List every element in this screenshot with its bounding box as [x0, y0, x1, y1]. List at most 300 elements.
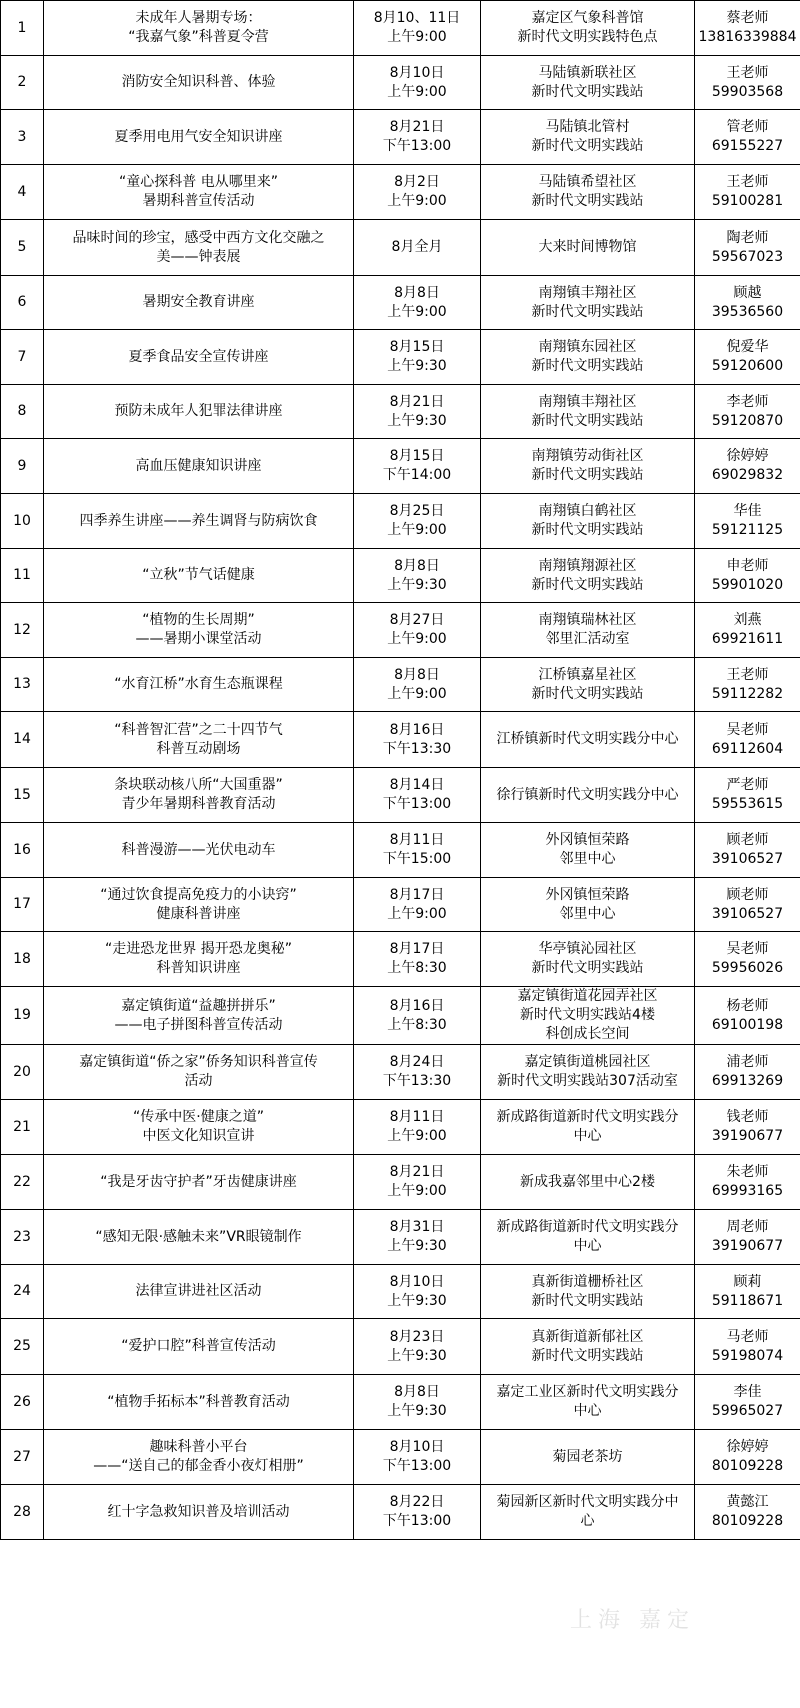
venue-line: 科创成长空间 [545, 1026, 630, 1042]
contact-line: 69993165 [711, 1183, 784, 1199]
time-cell [354, 1045, 481, 1100]
time-cell [354, 1, 481, 56]
time-line: 上午9:00 [387, 1128, 447, 1144]
time-line: 下午14:00 [382, 467, 452, 483]
venue-line: 外冈镇恒荣路 [545, 886, 630, 903]
time-line: 上午9:00 [387, 631, 447, 647]
row-number-cell: 5 [1, 220, 44, 276]
time-line: 8月21日 [389, 393, 445, 410]
contact-line: 59120600 [711, 358, 784, 374]
row-number-cell: 3 [1, 110, 44, 165]
contact-cell [695, 712, 800, 768]
activity-cell [44, 1319, 354, 1375]
activity-cell [44, 1375, 354, 1430]
table-row [1, 1265, 800, 1319]
activity-cell [44, 768, 354, 823]
venue-line: 华亭镇沁园社区 [538, 941, 637, 957]
row-number-cell: 14 [1, 712, 44, 768]
venue-line: 新时代文明实践站 [531, 576, 644, 593]
time-cell [354, 712, 481, 768]
venue-line: 嘉定区气象科普馆 [531, 10, 644, 26]
contact-cell [695, 385, 800, 439]
contact-line: 59956026 [711, 960, 784, 976]
venue-line: 新时代文明实践站 [531, 412, 644, 429]
time-line: 8月2日 [394, 174, 440, 190]
venue-line: 新时代文明实践站307活动室 [497, 1073, 678, 1089]
time-line: 上午9:00 [387, 193, 447, 209]
activity-cell [44, 1430, 354, 1485]
venue-line: 新时代文明实践站 [531, 522, 644, 538]
time-line: 下午13:00 [382, 1513, 452, 1529]
contact-line: 59112282 [711, 685, 784, 702]
table-row [1, 1155, 800, 1210]
table-row [1, 330, 800, 385]
row-number-cell: 12 [1, 603, 44, 658]
venue-line: 邻里中心 [559, 851, 616, 867]
time-line: 8月31日 [389, 1219, 445, 1235]
table-row [1, 56, 800, 110]
activity-line: 嘉定镇街道“侨之家”侨务知识科普宣传 [79, 1054, 318, 1070]
activity-line: “爱护口腔”科普宣传活动 [121, 1338, 276, 1354]
activity-line: ——“送自己的郁金香小夜灯相册” [93, 1458, 304, 1474]
time-cell [354, 385, 481, 439]
table-row [1, 603, 800, 658]
venue-cell [481, 987, 695, 1045]
time-cell [354, 439, 481, 494]
venue-cell [481, 878, 695, 932]
time-cell [354, 1265, 481, 1319]
row-number-cell: 26 [1, 1375, 44, 1430]
contact-cell [695, 932, 800, 987]
time-cell [354, 768, 481, 823]
contact-line: 徐婷婷 [726, 448, 769, 464]
venue-cell [481, 165, 695, 220]
contact-line: 朱老师 [726, 1164, 769, 1180]
time-line: 下午13:00 [382, 1458, 452, 1474]
venue-cell [481, 932, 695, 987]
contact-cell [695, 603, 800, 658]
activity-cell [44, 1100, 354, 1155]
activity-line: ——暑期小课堂活动 [135, 631, 262, 647]
venue-line: 中心 [573, 1403, 602, 1419]
contact-line: 顾莉 [733, 1273, 762, 1290]
venue-cell [481, 658, 695, 712]
time-cell [354, 1430, 481, 1485]
time-line: 上午9:30 [387, 576, 447, 593]
contact-cell [695, 549, 800, 603]
table-row [1, 385, 800, 439]
contact-line: 69921611 [711, 631, 784, 647]
contact-line: 刘燕 [733, 612, 762, 628]
contact-line: 59100281 [711, 193, 784, 209]
time-line: 8月8日 [394, 557, 440, 574]
time-cell [354, 165, 481, 220]
activity-line: “我是牙齿守护者”牙齿健康讲座 [100, 1173, 297, 1190]
activity-line: 高血压健康知识讲座 [135, 457, 262, 474]
contact-cell [695, 878, 800, 932]
events-table-body [1, 1, 800, 1540]
activity-line: “立秋”节气话健康 [142, 567, 255, 583]
table-row [1, 494, 800, 549]
contact-cell [695, 439, 800, 494]
venue-cell [481, 1319, 695, 1375]
time-line: 8月8日 [394, 284, 440, 301]
row-number-cell: 13 [1, 658, 44, 712]
contact-line: 69913269 [711, 1073, 784, 1089]
activity-line: 嘉定镇街道“益趣拼拼乐” [121, 997, 276, 1014]
venue-cell [481, 603, 695, 658]
time-cell [354, 1210, 481, 1265]
venue-line: 南翔镇瑞林社区 [538, 612, 637, 628]
time-line: 8月15日 [389, 448, 445, 464]
time-line: 8月14日 [389, 777, 445, 793]
time-line: 8月10日 [389, 1273, 445, 1290]
table-row [1, 878, 800, 932]
activity-line: 青少年暑期科普教育活动 [121, 796, 276, 812]
time-cell [354, 878, 481, 932]
venue-line: 南翔镇丰翔社区 [538, 284, 637, 301]
activity-line: 红十字急救知识普及培训活动 [107, 1503, 290, 1520]
venue-line: 邻里汇活动室 [545, 631, 630, 647]
activity-line: 暑期安全教育讲座 [142, 294, 255, 310]
activity-line: 品味时间的珍宝，感受中西方文化交融之 [72, 229, 325, 246]
table-row [1, 110, 800, 165]
contact-line: 59198074 [711, 1347, 784, 1364]
activity-line: 法律宣讲进社区活动 [135, 1283, 262, 1299]
time-line: 上午9:00 [387, 83, 447, 100]
time-cell [354, 1155, 481, 1210]
contact-line: 69029832 [711, 467, 784, 483]
activity-cell [44, 823, 354, 878]
venue-cell [481, 439, 695, 494]
contact-cell [695, 110, 800, 165]
contact-cell [695, 330, 800, 385]
row-number-cell: 7 [1, 330, 44, 385]
venue-line: 新时代文明实践站 [531, 303, 644, 320]
row-number-cell: 21 [1, 1100, 44, 1155]
venue-cell [481, 1430, 695, 1485]
time-cell [354, 220, 481, 276]
time-line: 上午9:30 [387, 1238, 447, 1254]
time-cell [354, 1375, 481, 1430]
activity-cell [44, 712, 354, 768]
activity-cell [44, 330, 354, 385]
time-line: 上午9:00 [387, 905, 447, 922]
venue-line: 新成路街道新时代文明实践分 [496, 1109, 679, 1125]
contact-line: 周老师 [726, 1219, 769, 1235]
venue-cell [481, 330, 695, 385]
time-line: 8月8日 [394, 1384, 440, 1400]
table-row [1, 165, 800, 220]
contact-line: 申老师 [726, 557, 769, 574]
venue-line: 江桥镇新时代文明实践分中心 [496, 731, 679, 747]
row-number-cell: 4 [1, 165, 44, 220]
contact-line: 吴老师 [726, 721, 769, 738]
venue-line: 嘉定镇街道花园弄社区 [517, 988, 658, 1004]
time-line: 8月16日 [389, 721, 445, 738]
contact-cell [695, 1375, 800, 1430]
contact-line: 39536560 [711, 303, 784, 320]
contact-cell [695, 823, 800, 878]
venue-cell [481, 220, 695, 276]
time-line: 上午9:30 [387, 1403, 447, 1419]
contact-cell [695, 1100, 800, 1155]
activity-cell [44, 220, 354, 276]
activity-line: ——电子拼图科普宣传活动 [114, 1016, 283, 1033]
time-line: 8月11日 [389, 1109, 445, 1125]
venue-line: 大来时间博物馆 [538, 239, 637, 255]
table-row [1, 987, 800, 1045]
time-line: 上午9:00 [387, 1183, 447, 1199]
contact-line: 王老师 [726, 666, 769, 683]
time-line: 下午13:00 [382, 138, 452, 154]
activity-cell [44, 1155, 354, 1210]
time-cell [354, 494, 481, 549]
row-number-cell: 24 [1, 1265, 44, 1319]
venue-line: 徐行镇新时代文明实践分中心 [496, 786, 679, 803]
activity-line: 未成年人暑期专场： [135, 10, 262, 26]
venue-line: 南翔镇东园社区 [538, 339, 637, 355]
activity-cell [44, 549, 354, 603]
time-cell [354, 658, 481, 712]
contact-line: 59120870 [711, 412, 784, 429]
activity-cell [44, 987, 354, 1045]
time-line: 上午8:30 [387, 960, 447, 976]
activity-line: 四季养生讲座——养生调肾与防病饮食 [79, 512, 318, 529]
contact-line: 黄懿江 [726, 1494, 769, 1510]
time-cell [354, 549, 481, 603]
contact-line: 王老师 [726, 174, 769, 190]
contact-cell [695, 165, 800, 220]
table-row [1, 1100, 800, 1155]
row-number-cell: 25 [1, 1319, 44, 1375]
contact-line: 69155227 [711, 138, 784, 154]
row-number-cell: 1 [1, 1, 44, 56]
time-line: 8月21日 [389, 1164, 445, 1180]
time-line: 上午8:30 [387, 1016, 447, 1033]
contact-line: 59121125 [711, 522, 784, 538]
row-number-cell: 28 [1, 1485, 44, 1540]
activity-line: 趣味科普小平台 [149, 1439, 248, 1455]
contact-line: 浦老师 [726, 1054, 769, 1070]
activity-line: “走进恐龙世界 揭开恐龙奥秘” [105, 941, 292, 957]
venue-cell [481, 1100, 695, 1155]
row-number-cell: 23 [1, 1210, 44, 1265]
activity-line: 美——钟表展 [156, 248, 241, 265]
table-row [1, 1210, 800, 1265]
row-number-cell: 2 [1, 56, 44, 110]
contact-cell [695, 1, 800, 56]
venue-line: 南翔镇翔源社区 [538, 557, 637, 574]
venue-line: 外冈镇恒荣路 [545, 832, 630, 848]
time-cell [354, 330, 481, 385]
table-row [1, 439, 800, 494]
activity-cell [44, 1485, 354, 1540]
venue-line: 新时代文明实践站 [531, 1292, 644, 1309]
time-line: 上午9:00 [387, 522, 447, 538]
time-line: 8月25日 [389, 503, 445, 519]
venue-line: 嘉定工业区新时代文明实践分 [496, 1384, 679, 1400]
activity-cell [44, 385, 354, 439]
venue-line: 南翔镇白鹤社区 [538, 503, 637, 519]
venue-line: 真新街道栅桥社区 [531, 1273, 644, 1290]
activity-cell [44, 878, 354, 932]
contact-cell [695, 1485, 800, 1540]
activity-cell [44, 932, 354, 987]
table-row [1, 276, 800, 330]
activity-line: “童心探科普 电从哪里来” [119, 174, 278, 190]
venue-line: 马陆镇新联社区 [538, 64, 637, 81]
time-line: 8月10、11日 [373, 10, 461, 26]
time-line: 8月21日 [389, 119, 445, 135]
time-line: 上午9:30 [387, 358, 447, 374]
venue-line: 邻里中心 [559, 905, 616, 922]
time-cell [354, 932, 481, 987]
venue-line: 新成我嘉邻里中心2楼 [520, 1173, 655, 1190]
table-row [1, 823, 800, 878]
venue-line: 江桥镇嘉星社区 [538, 666, 637, 683]
table-row [1, 768, 800, 823]
row-number-cell: 20 [1, 1045, 44, 1100]
venue-cell [481, 1155, 695, 1210]
table-row [1, 220, 800, 276]
activity-line: 中医文化知识宣讲 [142, 1128, 255, 1144]
row-number-cell: 15 [1, 768, 44, 823]
contact-line: 80109228 [711, 1458, 784, 1474]
contact-line: 顾老师 [726, 886, 769, 903]
row-number-cell: 10 [1, 494, 44, 549]
activity-cell [44, 494, 354, 549]
activity-line: 科普漫游——光伏电动车 [121, 841, 276, 858]
venue-cell [481, 110, 695, 165]
activity-cell [44, 1265, 354, 1319]
contact-line: 59118671 [711, 1292, 784, 1309]
activity-line: 夏季用电用气安全知识讲座 [114, 128, 283, 145]
contact-line: 王老师 [726, 64, 769, 81]
activity-line: 活动 [184, 1073, 213, 1089]
activity-line: “植物手拓标本”科普教育活动 [107, 1393, 290, 1410]
row-number-cell: 11 [1, 549, 44, 603]
venue-cell [481, 549, 695, 603]
activity-cell [44, 1, 354, 56]
venue-cell [481, 712, 695, 768]
time-line: 上午9:30 [387, 1347, 447, 1364]
watermark: 上海 嘉定 [570, 1608, 695, 1633]
table-row [1, 549, 800, 603]
venue-cell [481, 1210, 695, 1265]
contact-cell [695, 768, 800, 823]
time-cell [354, 987, 481, 1045]
row-number-cell: 18 [1, 932, 44, 987]
contact-line: 顾老师 [726, 832, 769, 848]
venue-cell [481, 56, 695, 110]
contact-cell [695, 658, 800, 712]
table-row [1, 712, 800, 768]
contact-line: 倪爱华 [726, 339, 769, 355]
time-line: 下午13:30 [382, 740, 452, 757]
venue-line: 真新街道新郁社区 [531, 1328, 644, 1345]
time-cell [354, 823, 481, 878]
contact-line: 59567023 [711, 248, 784, 265]
venue-line: 嘉定镇街道桃园社区 [524, 1054, 651, 1070]
row-number-cell: 6 [1, 276, 44, 330]
contact-line: 顾越 [733, 284, 762, 301]
contact-line: 钱老师 [726, 1109, 769, 1125]
row-number-cell: 9 [1, 439, 44, 494]
venue-line: 新时代文明实践站 [531, 83, 644, 100]
table-row [1, 932, 800, 987]
activity-line: 预防未成年人犯罪法律讲座 [114, 403, 283, 419]
time-cell [354, 1319, 481, 1375]
venue-line: 新时代文明实践站 [531, 193, 644, 209]
activity-cell [44, 1045, 354, 1100]
contact-cell [695, 1210, 800, 1265]
contact-line: 13816339884 [698, 29, 797, 45]
row-number-cell: 19 [1, 987, 44, 1045]
venue-line: 新成路街道新时代文明实践分 [496, 1219, 679, 1235]
venue-line: 新时代文明实践站 [531, 138, 644, 154]
time-line: 8月11日 [389, 832, 445, 848]
contact-line: 马老师 [726, 1328, 769, 1345]
row-number-cell: 8 [1, 385, 44, 439]
time-line: 8月17日 [389, 886, 445, 903]
contact-line: 39190677 [711, 1128, 784, 1144]
venue-line: 新时代文明实践站 [531, 1347, 644, 1364]
time-line: 下午15:00 [382, 851, 452, 867]
activity-cell [44, 110, 354, 165]
time-line: 8月24日 [389, 1054, 445, 1070]
time-cell [354, 110, 481, 165]
contact-line: 59901020 [711, 576, 784, 593]
table-row [1, 1375, 800, 1430]
venue-line: 南翔镇丰翔社区 [538, 393, 637, 410]
activity-line: 夏季食品安全宣传讲座 [128, 348, 269, 365]
activity-line: 科普互动剧场 [156, 740, 241, 757]
time-line: 上午9:00 [387, 29, 447, 45]
time-line: 8月22日 [389, 1494, 445, 1510]
contact-line: 严老师 [726, 777, 769, 793]
row-number-cell: 17 [1, 878, 44, 932]
venue-line: 新时代文明实践站 [531, 685, 644, 702]
time-line: 下午13:30 [382, 1073, 452, 1089]
activity-line: 科普知识讲座 [156, 960, 241, 976]
venue-line: 心 [580, 1513, 595, 1529]
time-cell [354, 1485, 481, 1540]
activity-cell [44, 1210, 354, 1265]
venue-line: 中心 [573, 1128, 602, 1144]
table-row [1, 1430, 800, 1485]
venue-cell [481, 385, 695, 439]
contact-line: 吴老师 [726, 941, 769, 957]
time-cell [354, 1100, 481, 1155]
venue-line: 马陆镇希望社区 [538, 174, 637, 190]
venue-line: 菊园老茶坊 [552, 1448, 623, 1465]
activity-line: “植物的生长周期” [142, 612, 255, 628]
contact-cell [695, 220, 800, 276]
activity-cell [44, 658, 354, 712]
time-line: 上午9:30 [387, 1292, 447, 1309]
table-row [1, 1485, 800, 1540]
time-cell [354, 276, 481, 330]
venue-line: 新时代文明实践特色点 [517, 29, 658, 45]
row-number-cell: 22 [1, 1155, 44, 1210]
time-line: 8月8日 [394, 666, 440, 683]
contact-line: 39106527 [711, 851, 784, 867]
venue-cell [481, 276, 695, 330]
table-row [1, 1045, 800, 1100]
time-line: 上午9:00 [387, 685, 447, 702]
time-line: 下午13:00 [382, 796, 452, 812]
